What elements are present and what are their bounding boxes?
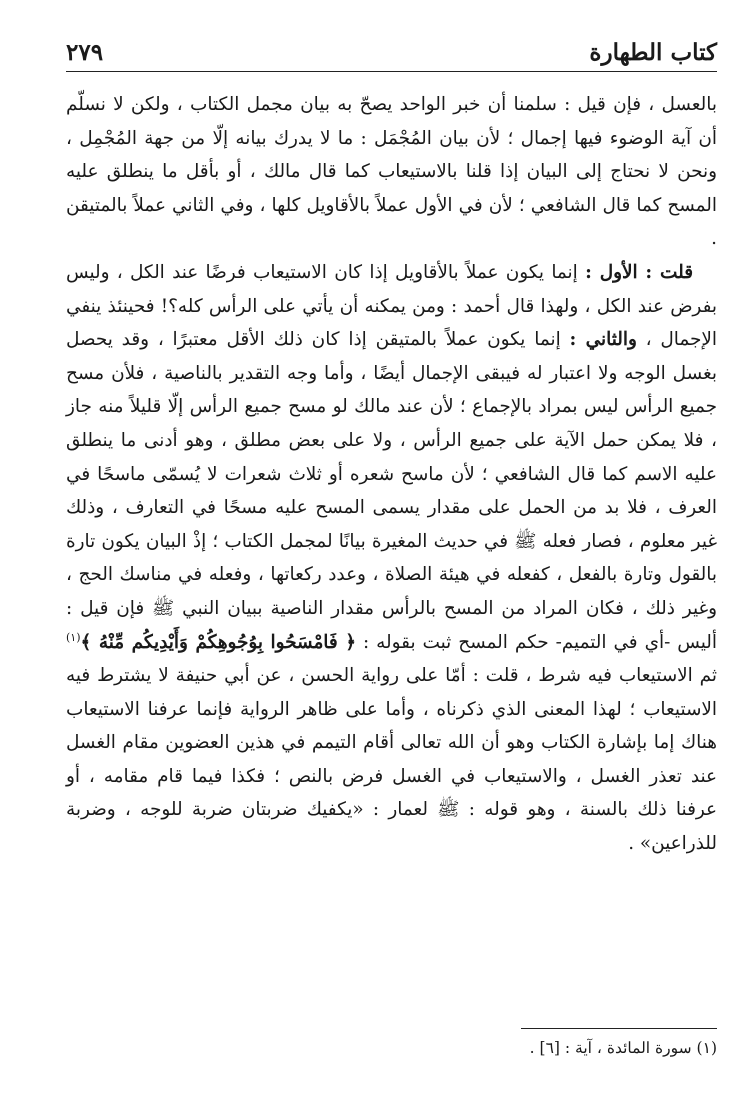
answer-label-second: والثاني : [569, 329, 637, 351]
running-head: كتاب الطهارة [589, 39, 717, 66]
header-rule [66, 71, 717, 72]
footnote-marker: (١) [66, 630, 81, 644]
answer-text-2: إنما يكون عملاً بالمتيقن إذا كان ذلك الأقل معتبرًا ، وقد يحصل بغسل الوجه ولا اعتبار له فيبقى الإجمال أيضًا ، وأما وجه التقدير بالناصية ، فلأن مسح جميع الرأس ليس بمراد بالإجماع ؛ لأن عند مالك لو مسح جميع الرأس إلّا قليلاً منه جاز ، فلا يمكن حمل الآية على جميع الرأس ، ولا على بعض مطلق ، وهو أدنى ما ينطلق عليه الاسم كما قال الشافعي ؛ لأن ماسح شعره أو ثلاث شعرات لا يُسمّى ماسحًا في العرف ، فلا بد من الحمل على مقدار يسمى المسح عليه مسحًا في التعارف ، وذلك غير معلوم ، فصار فعله ﷺ في حديث المغيرة بيانًا لمجمل الكتاب ؛ إذْ البيان يكون تارة بالقول وتارة بالفعل ، كفعله في هيئة الصلاة ، وعدد ركعاتها ، وفعله في مناسك الحج ، وغير ذلك ، فكان المراد من المسح بالرأس مقدار الناصية ببيان النبي ﷺ فإن قيل : أليس -أي في التميم- حكم المسح ثبت بقوله : [66, 329, 717, 653]
paragraph-question: بالعسل ، فإن قيل : سلمنا أن خبر الواحد يصحّ به بيان مجمل الكتاب ، ولكن لا نسلّم أن آية الوضوء فيها إجمال ؛ لأن بيان المُجْمَل : ما لا يدرك بيانه إلّا من جهة المُجْمِل ، ونحن لا نحتاج إلى البيان إذا قلنا بالاستيعاب كما قال مالك ، أو بأقل ما ينطلق عليه المسح كما قال الشافعي ؛ لأن في الأول عملاً بالأقاويل كلها ، وفي الثاني عملاً بالمتيقن . [66, 94, 717, 250]
answer-text-1: إنما يكون عملاً بالأقاويل إذا كان الاستيعاب فرضًا عند الكل ، وليس بفرض عند الكل ، ولهذا قال أحمد : ومن يمكنه أن يأتي على الرأس كله؟! فحينئذ ينفي الإجمال ، [66, 261, 717, 351]
answer-text-3: ثم الاستيعاب فيه شرط ، قلت : أمّا على رواية الحسن ، عن أبي حنيفة لا يشترط فيه الاستيعاب ؛ لهذا المعنى الذي ذكرناه ، وأما على ظاهر الرواية فإنما عرفنا الاستيعاب هناك إما بإشارة الكتاب وهو أن الله تعالى أقام التيمم في هذين العضوين مقام الغسل عند تعذر الغسل ، والاستيعاب في الغسل فرض بالنص ؛ فكذا فيما قام مقامه ، أو عرفنا ذلك بالسنة ، وهو قوله : ﷺ لعمار : «يكفيك ضربتان ضربة للوجه ، وضربة للذراعين» . [66, 665, 717, 855]
footnote: (١) سورة المائدة ، آية : [٦] . [529, 1039, 717, 1057]
footnote-rule [521, 1028, 717, 1029]
quran-verse: ﴿ فَامْسَحُوا بِوُجُوهِكُمْ وَأَيْدِيكُم مِّنْهُ ﴾ [80, 631, 357, 653]
main-text [66, 88, 717, 861]
answer-label-first: قلت : الأول : [585, 261, 693, 283]
page-header [66, 34, 717, 66]
paragraph-answer [66, 256, 717, 861]
page-number: ٢٧٩ [66, 39, 104, 66]
